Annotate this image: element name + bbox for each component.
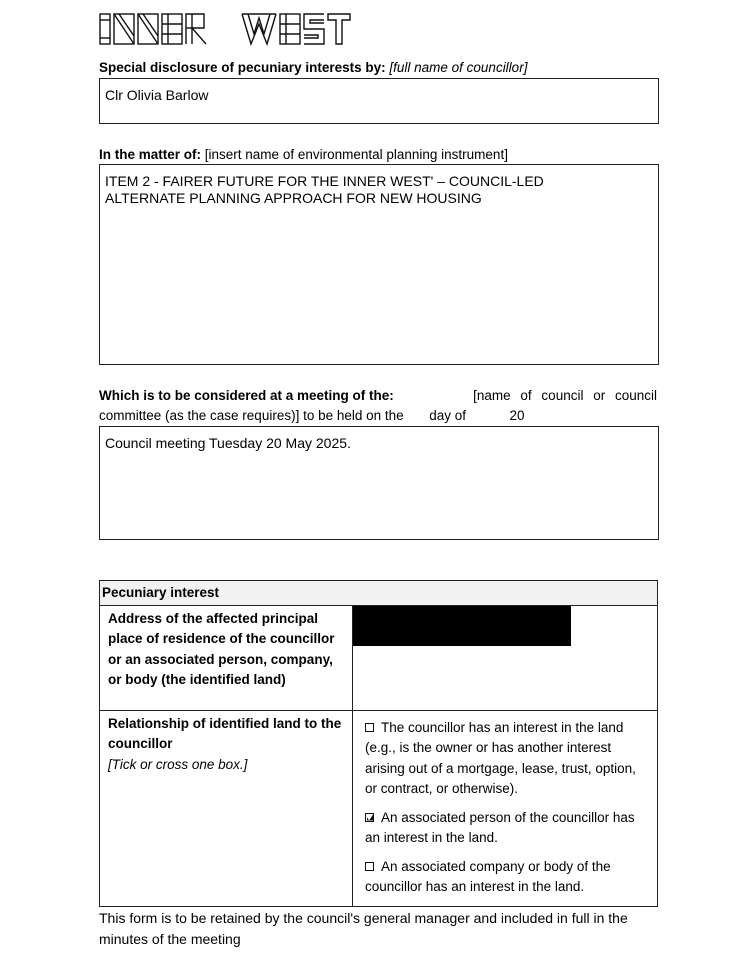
address-label: Address of the affected principal place of residence of the councillor or an associated person, company, or body (the identified land): [108, 610, 335, 687]
disclosure-label-bold: Special disclosure of pecuniary interests by:: [99, 60, 386, 75]
disclosure-label-hint: [full name of councillor]: [389, 60, 528, 75]
matter-label-hint: [insert name of environmental planning instrument]: [204, 147, 508, 162]
option-councillor-interest-text: The councillor has an interest in the land (e.g., is the owner or has another interest arising out of a mortgage, lease, trust, option, or contract, or otherwise).: [365, 719, 636, 796]
pecuniary-interest-table: [99, 580, 658, 907]
footer-note: This form is to be retained by the council's general manager and included in full in the minutes of the meeting: [99, 910, 628, 947]
pecuniary-interest-header: Pecuniary interest: [100, 581, 658, 606]
meeting-label: [99, 386, 657, 426]
inner-west-logo: [99, 10, 379, 48]
planning-instrument-value: ITEM 2 - FAIRER FUTURE FOR THE INNER WEST' – COUNCIL-LED ALTERNATE PLANNING APPROACH FOR NEW HOUSING: [105, 173, 544, 206]
redacted-address: [353, 606, 571, 646]
relationship-label: Relationship of identified land to the councillor: [108, 715, 342, 751]
planning-instrument-field[interactable]: [99, 164, 659, 365]
councillor-name-value: Clr Olivia Barlow: [105, 87, 209, 103]
meeting-label-line1-rest: [name of council or council: [473, 388, 657, 403]
option-associated-company[interactable]: [365, 857, 651, 898]
disclosure-label: [99, 58, 527, 78]
councillor-name-field[interactable]: [99, 78, 659, 124]
checkbox-empty-icon[interactable]: [365, 862, 374, 871]
checkbox-empty-icon[interactable]: [365, 723, 374, 732]
option-councillor-interest[interactable]: [365, 718, 651, 800]
relationship-label-cell: [100, 710, 353, 906]
option-associated-person[interactable]: [365, 808, 651, 849]
option-associated-person-text: An associated person of the councillor has an interest in the land.: [365, 809, 635, 845]
meeting-label-bold: Which is to be considered at a meeting of the:: [99, 388, 394, 403]
checkbox-ticked-icon[interactable]: [365, 813, 374, 822]
meeting-field[interactable]: [99, 426, 659, 540]
meeting-day-word: day of: [429, 408, 466, 423]
meeting-label-line2: committee (as the case requires)] to be held on the: [99, 408, 404, 423]
address-label-cell: [100, 605, 353, 710]
relationship-options-cell: [353, 710, 658, 906]
matter-label-bold: In the matter of:: [99, 147, 202, 162]
meeting-year-prefix: 20: [509, 408, 525, 423]
relationship-hint: [Tick or cross one box.]: [108, 756, 248, 772]
matter-label: [99, 145, 508, 165]
option-associated-company-text: An associated company or body of the councillor has an interest in the land.: [365, 858, 611, 894]
inner-west-logo-mark: [99, 10, 379, 48]
meeting-value: Council meeting Tuesday 20 May 2025.: [105, 435, 351, 451]
address-value-cell[interactable]: [353, 605, 658, 710]
